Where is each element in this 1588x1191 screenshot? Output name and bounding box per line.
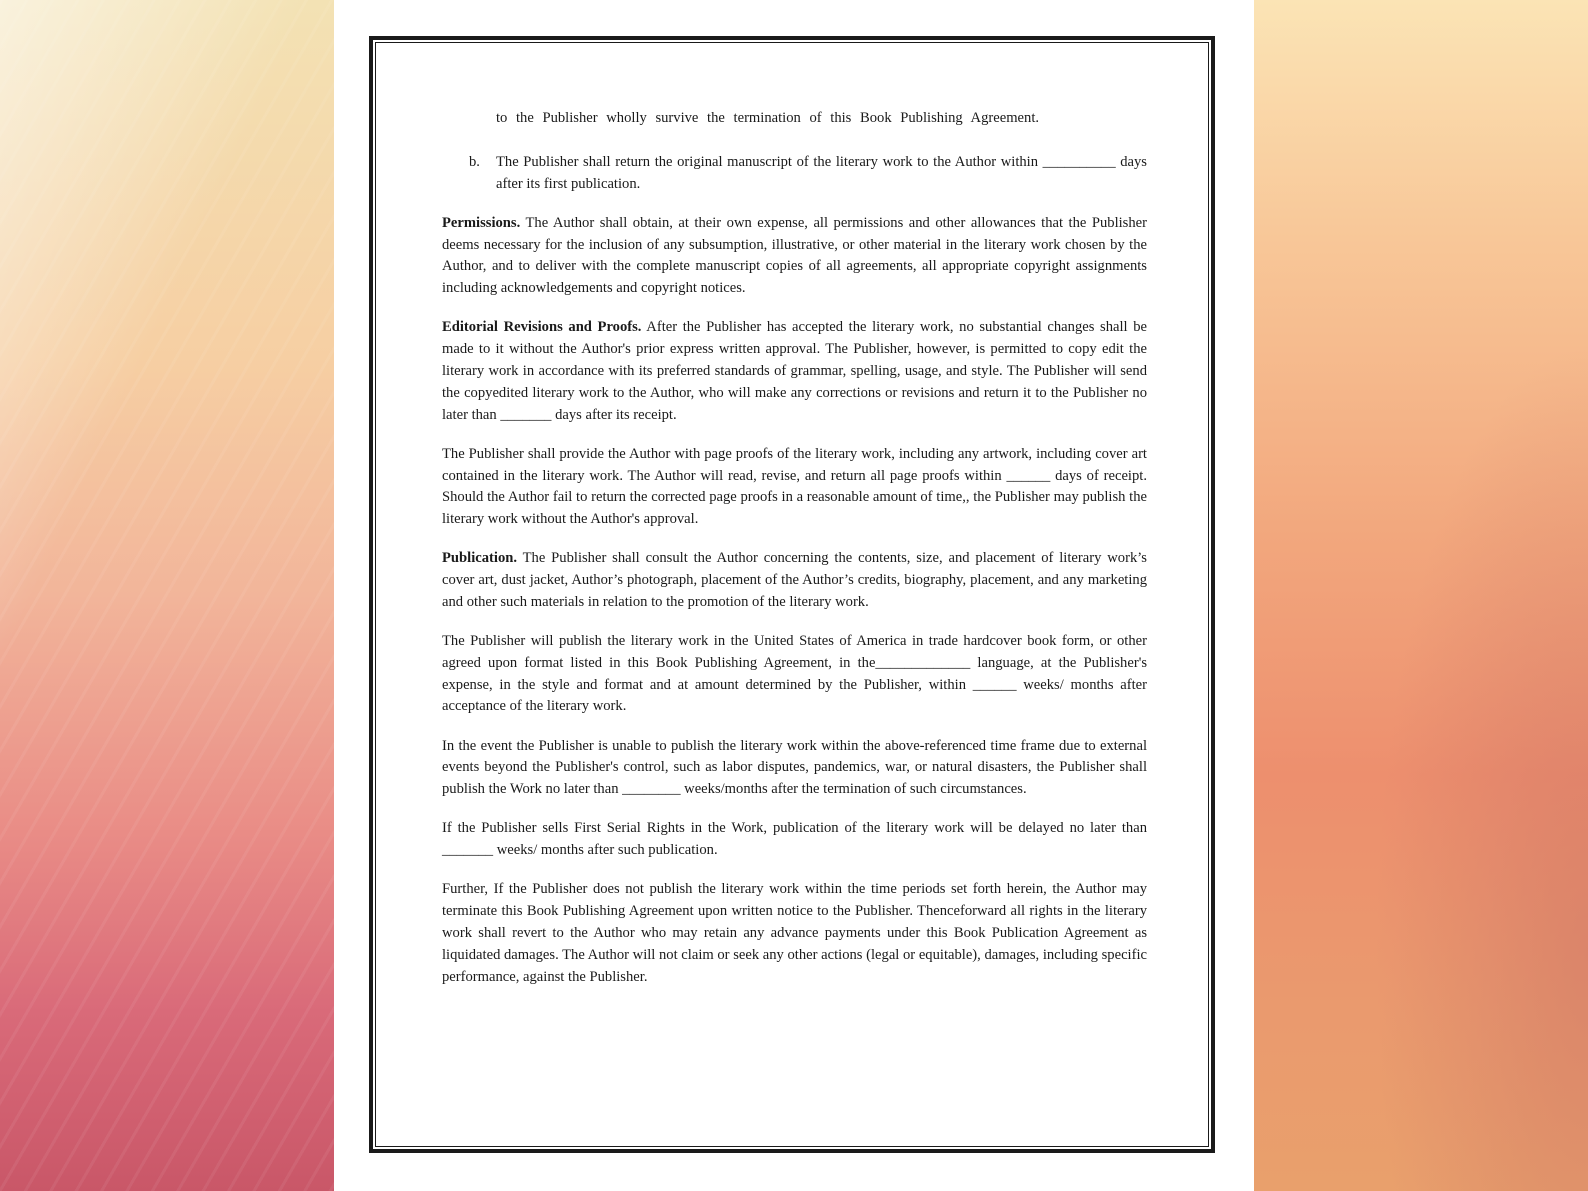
list-item-text: The Publisher shall return the original manuscript of the literary work to the Author within __________ days after its first publication. — [496, 153, 1147, 192]
background-right-panel — [1254, 0, 1588, 1191]
list-item-continuation: to the Publisher wholly survive the termination of this Book Publishing Agreement. — [496, 110, 1040, 126]
background-left-panel — [0, 0, 334, 1191]
serial-rights-paragraph: If the Publisher sells First Serial Rights in the Work, publication of the literary work will be delayed no later than _______ weeks/ months after such publication. — [442, 820, 1147, 859]
editorial-paragraph — [442, 317, 1147, 426]
permissions-text: The Author shall obtain, at their own expense, all permissions and other allowances that the Publisher deems necessary for the inclusion of any subsumption, illustrative, or other material in the literary work chosen by the Author, and to deliver with the complete manuscript copies of all agreements, all appropriate copyright assignments including acknowledgements and copyright notices. — [442, 214, 1147, 297]
document-body — [442, 108, 1147, 1006]
editorial-heading: Editorial Revisions and Proofs. — [442, 319, 642, 336]
external-events-paragraph: In the event the Publisher is unable to publish the literary work within the above-referenced time frame due to external events beyond the Publisher's control, such as labor disputes, pandemics, war, or natural disasters, the Publisher shall publish the Work no later than ________ weeks/months after the termination of such circumstances. — [442, 737, 1147, 798]
publication-paragraph — [442, 548, 1147, 613]
permissions-paragraph — [442, 213, 1147, 300]
publish-format-paragraph: The Publisher will publish the literary work in the United States of America in trade hardcover book form, or other agreed upon format listed in this Book Publishing Agreement, in the_____________ language, at the Publisher's expense, in the style and format and at amount determined by the Publisher, within ______ weeks/ months after acceptance of the literary work. — [442, 633, 1147, 715]
termination-paragraph: Further, If the Publisher does not publish the literary work within the time periods set forth herein, the Author may terminate this Book Publishing Agreement upon written notice to the Publisher. Thenceforward all rights in the literary work shall revert to the Author who may retain any advance payments under this Book Publication Agreement as liquidated damages. The Author will not claim or seek any other actions (legal or equitable), damages, including specific performance, against the Publisher. — [442, 881, 1147, 985]
publication-heading: Publication. — [442, 550, 518, 567]
proofs-paragraph: The Publisher shall provide the Author with page proofs of the literary work, including any artwork, including cover art contained in the literary work. The Author will read, revise, and return all page proofs within ______ days of receipt. Should the Author fail to return the corrected page proofs in a reasonable amount of time,, the Publisher may publish the literary work without the Author's approval. — [442, 445, 1147, 528]
publication-text: The Publisher shall consult the Author concerning the contents, size, and placement of literary work’s cover art, dust jacket, Author’s photograph, placement of the Author’s credits, biography, placement, and any marketing and other such materials in relation to the promotion of the literary work. — [442, 550, 1147, 610]
permissions-heading: Permissions. — [442, 214, 521, 231]
list-marker: b. — [469, 153, 480, 170]
list-item-b — [442, 152, 1147, 196]
editorial-text: After the Publisher has accepted the literary work, no substantial changes shall be made to it without the Author's prior express written approval. The Publisher, however, is permitted to copy edit the literary work in accordance with its preferred standards of grammar, spelling, usage, and style. The Publisher will send the copyedited literary work to the Author, who will make any corrections or revisions and return it to the Publisher no later than _______ days after its receipt. — [442, 319, 1148, 423]
